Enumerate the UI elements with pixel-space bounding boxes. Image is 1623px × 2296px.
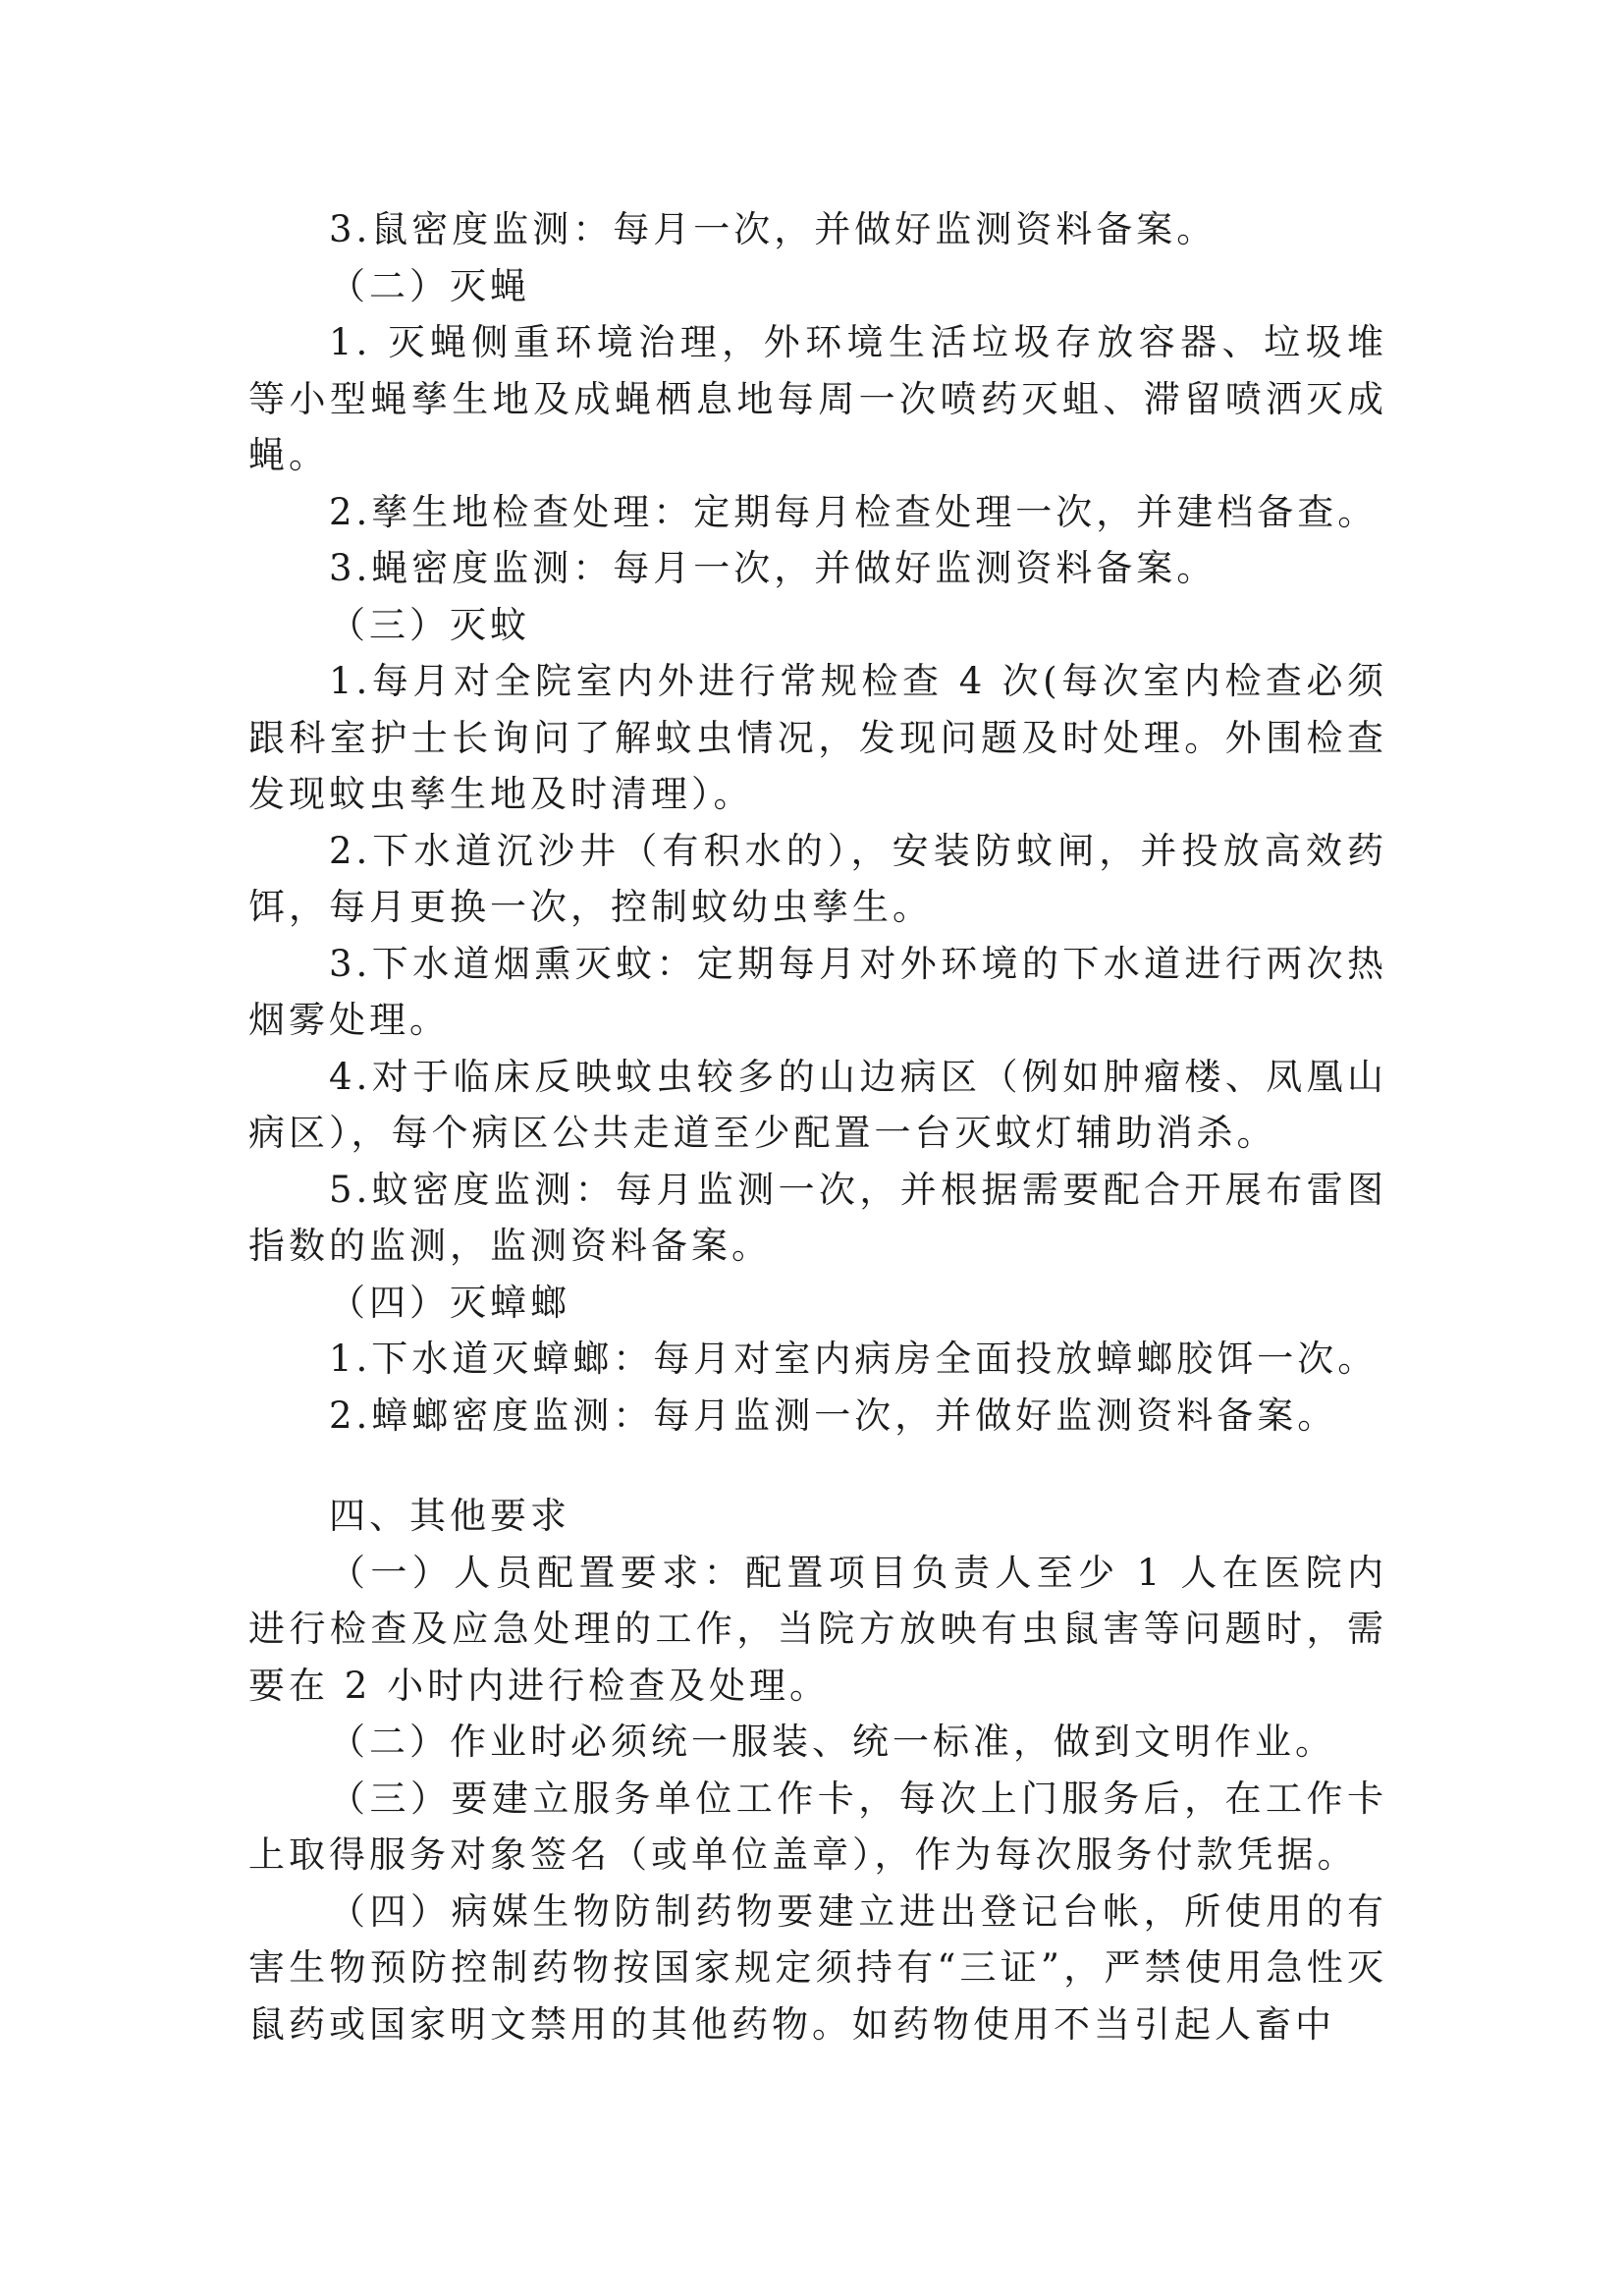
paragraph-breeding-site-check: 2.孳生地检查处理：定期每月检查处理一次，并建档备查。 (329, 490, 1379, 533)
paragraph-fly-density: 3.蝇密度监测：每月一次，并做好监测资料备案。 (329, 547, 1217, 589)
paragraph-work-card: （三）要建立服务单位工作卡，每次上门服务后，在工作卡上取得服务对象签名（或单位盖章），作为每次服务付款凭据。 (248, 1777, 1387, 1876)
paragraph-mosquito-inspection: 1.每月对全院室内外进行常规检查 4 次(每次室内检查必须跟科室护士长询问了解蚊虫情况，发现问题及时处理。外围检查发现蚊虫孳生地及时清理）。 (248, 660, 1387, 815)
paragraph-sewer-fumigation: 3.下水道烟熏灭蚊：定期每月对外环境的下水道进行两次热烟雾处理。 (248, 942, 1387, 1041)
section-heading-other-requirements: 四、其他要求 (329, 1495, 570, 1537)
paragraph-staffing: （一）人员配置要求：配置项目负责人至少 1 人在医院内进行检查及应急处理的工作，当院方放映有虫鼠害等问题时，需要在 2 小时内进行检查及处理。 (248, 1551, 1387, 1707)
section-heading-mosquito-control: （三）灭蚊 (329, 603, 530, 646)
paragraph-uniform: （二）作业时必须统一服装、统一标准，做到文明作业。 (329, 1721, 1335, 1763)
section-gap (248, 1444, 1387, 1488)
paragraph-mountain-ward: 4.对于临床反映蚊虫较多的山边病区（例如肿瘤楼、凤凰山病区），每个病区公共走道至少配置一台灭蚊灯辅助消杀。 (248, 1055, 1387, 1154)
paragraph-pesticide-registry: （四）病媒生物防制药物要建立进出登记台帐，所使用的有害生物预防控制药物按国家规定须持有“三证”，严禁使用急性灭鼠药或国家明文禁用的其他药物。如药物使用不当引起人畜中 (248, 1889, 1387, 2046)
paragraph-cockroach-density: 2.蟑螂密度监测：每月监测一次，并做好监测资料备案。 (329, 1394, 1338, 1437)
paragraph-mosquito-density: 5.蚊密度监测：每月监测一次，并根据需要配合开展布雷图指数的监测，监测资料备案。 (248, 1168, 1387, 1267)
paragraph-sewer-well: 2.下水道沉沙井（有积水的），安装防蚊闸，并投放高效药饵，每月更换一次，控制蚊幼虫孳生。 (248, 829, 1387, 928)
paragraph-fly-environment: 1. 灭蝇侧重环境治理，外环境生活垃圾存放容器、垃圾堆等小型蝇孳生地及成蝇栖息地每周一次喷药灭蛆、滞留喷洒灭成蝇。 (248, 321, 1387, 476)
document-body (248, 201, 1387, 2052)
section-heading-fly-control: （二）灭蝇 (329, 264, 530, 307)
paragraph-cockroach-sewer: 1.下水道灭蟑螂：每月对室内病房全面投放蟑螂胶饵一次。 (329, 1338, 1379, 1380)
section-heading-cockroach-control: （四）灭蟑螂 (329, 1281, 570, 1324)
paragraph-rat-density: 3.鼠密度监测：每月一次，并做好监测资料备案。 (329, 208, 1217, 250)
